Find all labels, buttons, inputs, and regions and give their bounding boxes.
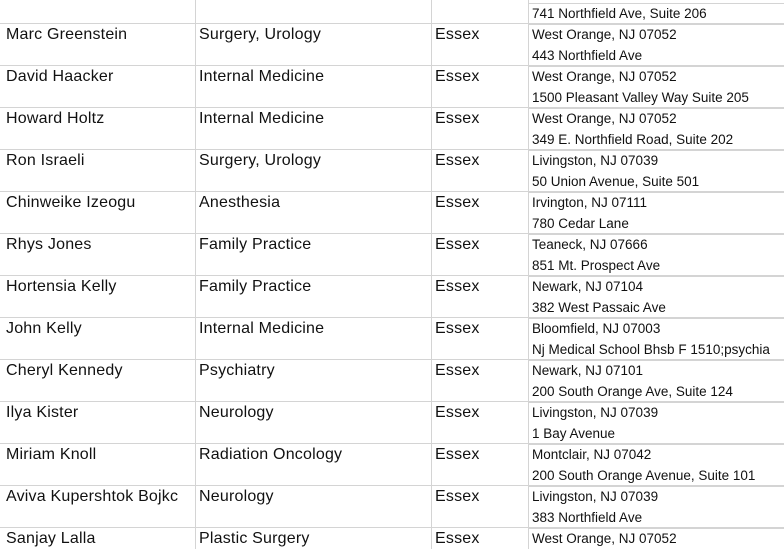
specialty-cell[interactable]: Internal Medicine bbox=[199, 68, 325, 85]
county-cell[interactable]: Essex bbox=[435, 152, 480, 169]
address-line1-cell[interactable]: 443 Northfield Ave bbox=[532, 48, 643, 63]
county-cell[interactable]: Essex bbox=[435, 362, 480, 379]
address-line2-cell[interactable]: Livingston, NJ 07039 bbox=[532, 489, 659, 504]
county-cell[interactable]: Essex bbox=[435, 488, 480, 505]
name-cell[interactable]: Chinweike Izeogu bbox=[6, 194, 136, 211]
address-line2-cell[interactable]: West Orange, NJ 07052 bbox=[532, 111, 677, 126]
specialty-cell[interactable]: Family Practice bbox=[199, 236, 312, 253]
name-cell[interactable]: John Kelly bbox=[6, 320, 82, 337]
address-line2-cell[interactable]: Livingston, NJ 07039 bbox=[532, 153, 659, 168]
county-cell[interactable]: Essex bbox=[435, 110, 480, 127]
specialty-cell[interactable]: Neurology bbox=[199, 488, 274, 505]
address-line2-cell[interactable]: Irvington, NJ 07111 bbox=[532, 195, 648, 210]
specialty-cell[interactable]: Plastic Surgery bbox=[199, 530, 310, 547]
address-line1-cell[interactable]: 382 West Passaic Ave bbox=[532, 300, 666, 315]
name-cell[interactable]: Ilya Kister bbox=[6, 404, 79, 421]
county-cell[interactable]: Essex bbox=[435, 26, 480, 43]
name-cell[interactable]: Aviva Kupershtok Bojkc bbox=[6, 488, 179, 505]
specialty-cell[interactable]: Surgery, Urology bbox=[199, 152, 322, 169]
address-line1-cell[interactable]: 1500 Pleasant Valley Way Suite 205 bbox=[532, 90, 749, 105]
county-cell[interactable]: Essex bbox=[435, 404, 480, 421]
county-cell[interactable]: Essex bbox=[435, 68, 480, 85]
name-cell[interactable]: Hortensia Kelly bbox=[6, 278, 117, 295]
table-row bbox=[0, 381, 784, 423]
address-line1-cell[interactable]: 741 Northfield Ave, Suite 206 bbox=[532, 6, 707, 21]
name-cell[interactable]: Howard Holtz bbox=[6, 110, 105, 127]
specialty-cell[interactable]: Family Practice bbox=[199, 278, 312, 295]
table-row bbox=[0, 45, 784, 87]
address-line2-cell[interactable]: West Orange, NJ 07052 bbox=[532, 27, 677, 42]
address-line2-cell[interactable]: Newark, NJ 07104 bbox=[532, 279, 644, 294]
county-cell[interactable]: Essex bbox=[435, 236, 480, 253]
table-row bbox=[0, 87, 784, 129]
table-row bbox=[0, 213, 784, 255]
address-line2-cell[interactable]: West Orange, NJ 07052 bbox=[532, 69, 677, 84]
table-row bbox=[0, 423, 784, 465]
specialty-cell[interactable]: Internal Medicine bbox=[199, 320, 325, 337]
name-cell[interactable]: Cheryl Kennedy bbox=[6, 362, 123, 379]
table-row bbox=[0, 255, 784, 297]
table-row bbox=[0, 129, 784, 171]
name-cell[interactable]: Ron Israeli bbox=[6, 152, 85, 169]
specialty-cell[interactable]: Internal Medicine bbox=[199, 110, 325, 127]
address-line1-cell[interactable]: 780 Cedar Lane bbox=[532, 216, 629, 231]
name-cell[interactable]: Rhys Jones bbox=[6, 236, 92, 253]
address-line2-cell[interactable]: West Orange, NJ 07052 bbox=[532, 531, 677, 546]
table-row bbox=[0, 3, 784, 45]
table-row bbox=[0, 171, 784, 213]
address-line1-cell[interactable]: 1 Bay Avenue bbox=[532, 426, 616, 441]
address-line2-cell[interactable]: Newark, NJ 07101 bbox=[532, 363, 644, 378]
specialty-cell[interactable]: Neurology bbox=[199, 404, 274, 421]
county-cell[interactable]: Essex bbox=[435, 320, 480, 337]
address-line1-cell[interactable]: 349 E. Northfield Road, Suite 202 bbox=[532, 132, 734, 147]
address-line2-cell[interactable]: Livingston, NJ 07039 bbox=[532, 405, 659, 420]
county-cell[interactable]: Essex bbox=[435, 194, 480, 211]
address-line2-cell[interactable]: Montclair, NJ 07042 bbox=[532, 447, 652, 462]
address-line1-cell[interactable]: 851 Mt. Prospect Ave bbox=[532, 258, 661, 273]
county-cell[interactable]: Essex bbox=[435, 278, 480, 295]
name-cell[interactable]: Marc Greenstein bbox=[6, 26, 128, 43]
address-line1-cell[interactable]: 200 South Orange Avenue, Suite 101 bbox=[532, 468, 756, 483]
county-cell[interactable]: Essex bbox=[435, 446, 480, 463]
address-line1-cell[interactable]: Nj Medical School Bhsb F 1510;psychia bbox=[532, 342, 770, 357]
address-line2-cell[interactable]: Bloomfield, NJ 07003 bbox=[532, 321, 661, 336]
table-row bbox=[0, 507, 784, 549]
specialty-cell[interactable]: Anesthesia bbox=[199, 194, 281, 211]
address-line1-cell[interactable]: 50 Union Avenue, Suite 501 bbox=[532, 174, 700, 189]
address-line1-cell[interactable]: 200 South Orange Ave, Suite 124 bbox=[532, 384, 733, 399]
specialty-cell[interactable]: Radiation Oncology bbox=[199, 446, 343, 463]
table-row bbox=[0, 297, 784, 339]
county-cell[interactable]: Essex bbox=[435, 530, 480, 547]
table-row bbox=[0, 339, 784, 381]
specialty-cell[interactable]: Psychiatry bbox=[199, 362, 275, 379]
name-cell[interactable]: David Haacker bbox=[6, 68, 114, 85]
name-cell[interactable]: Miriam Knoll bbox=[6, 446, 97, 463]
table-row bbox=[0, 465, 784, 507]
address-line1-cell[interactable]: 383 Northfield Ave bbox=[532, 510, 643, 525]
address-line2-cell[interactable]: Teaneck, NJ 07666 bbox=[532, 237, 648, 252]
specialty-cell[interactable]: Surgery, Urology bbox=[199, 26, 322, 43]
name-cell[interactable]: Sanjay Lalla bbox=[6, 530, 96, 547]
